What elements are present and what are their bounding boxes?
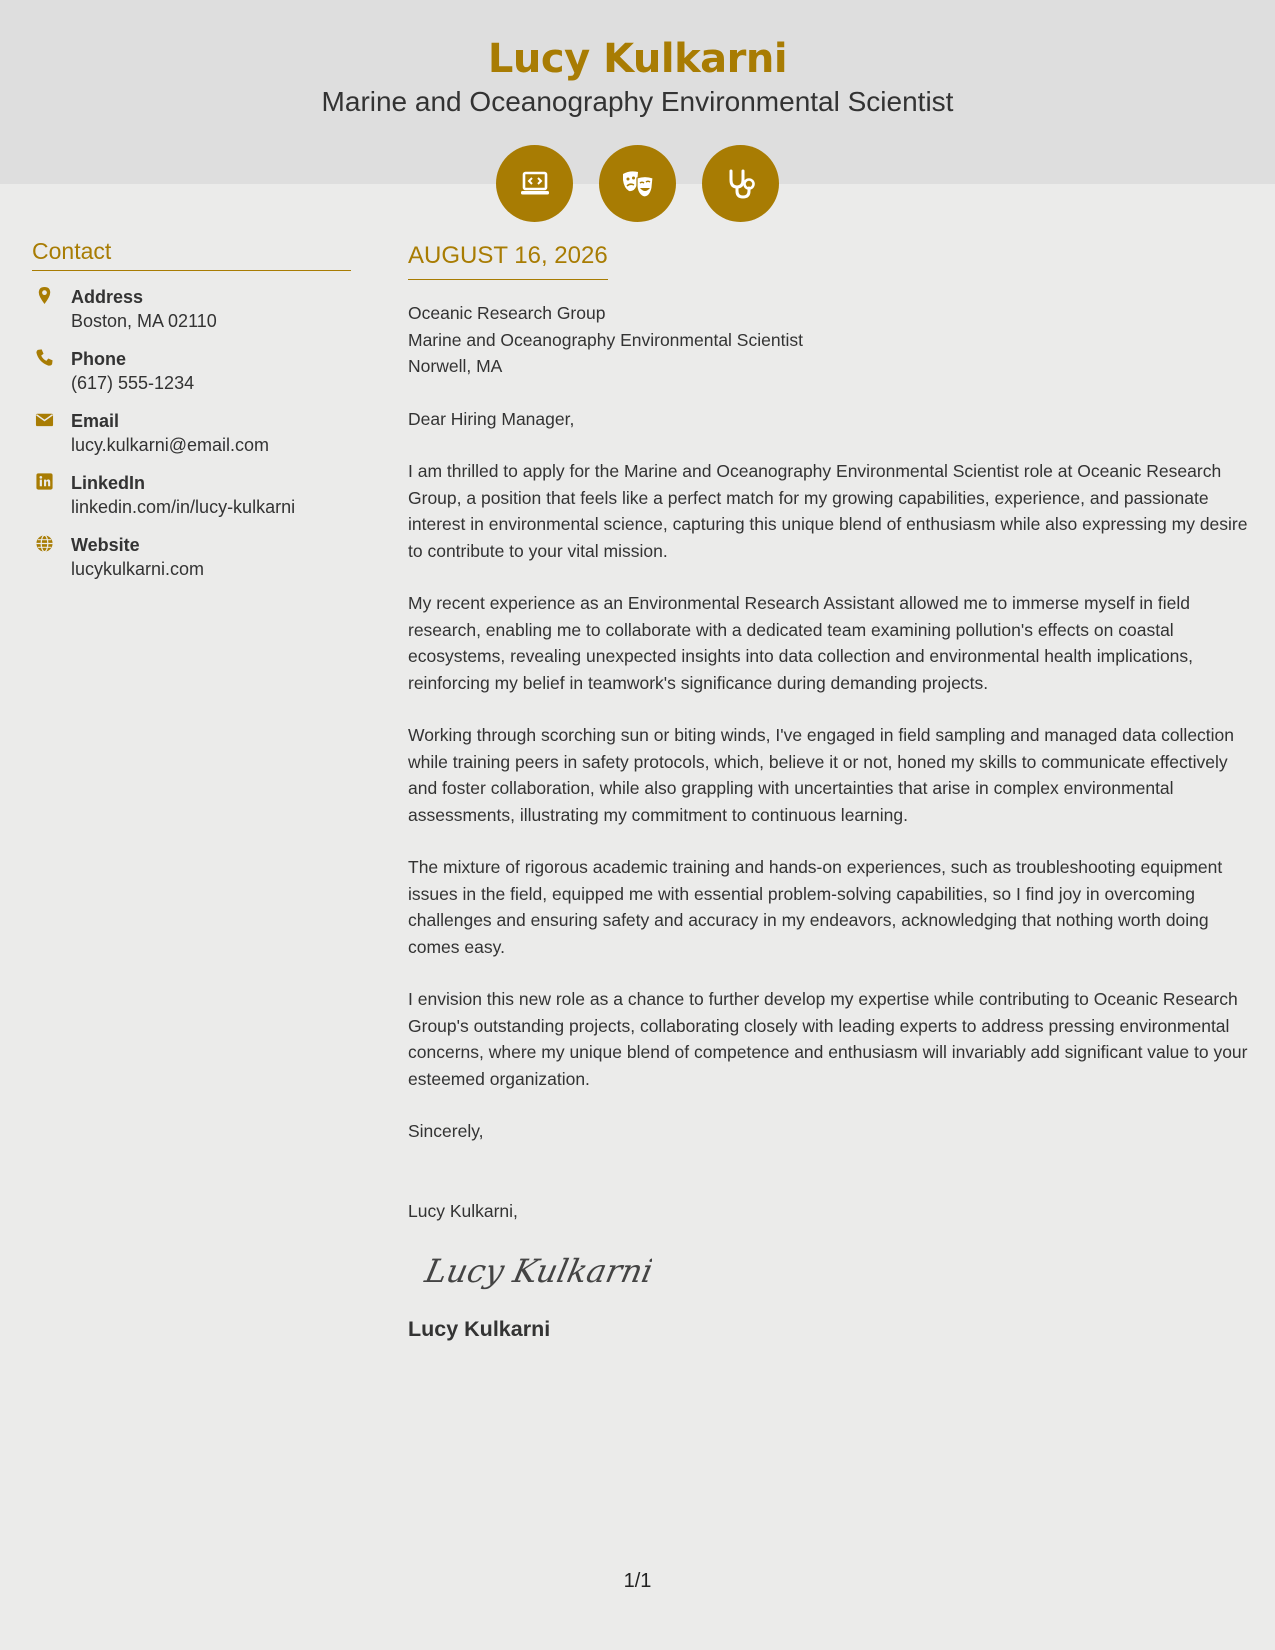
- contact-label: Website: [71, 535, 140, 555]
- contact-heading: Contact: [32, 238, 351, 271]
- phone-icon: [35, 348, 54, 367]
- contact-website: [32, 533, 351, 581]
- contact-phone: [32, 347, 351, 395]
- contact-linkedin: [32, 471, 351, 519]
- theater-masks-icon: [599, 145, 676, 222]
- page-number: 1/1: [623, 1570, 652, 1592]
- contact-label: Address: [71, 287, 144, 307]
- applicant-name: Lucy Kulkarni: [487, 36, 788, 82]
- letter-date: AUGUST 16, 2026: [408, 240, 608, 280]
- letter-body: [408, 240, 1250, 1342]
- letter-paragraph: I envision this new role as a chance to further develop my expertise while contributing to Oceanic Research Group's outstanding projects, collaborating closely with leading experts to address pressing environmental concerns, where my unique blend of competence and enthusiasm will invariably add significant value to your esteemed organization.: [408, 989, 1248, 1089]
- letter-paragraph: Working through scorching sun or biting winds, I've engaged in field sampling and managed data collection while training peers in safety protocols, which, believe it or not, honed my skills to communicate effectively and foster collaboration, while also grappling with uncertainties that arise in complex environmental assessments, illustrating my commitment to continuous learning.: [408, 725, 1235, 825]
- stethoscope-icon: [702, 145, 779, 222]
- contact-address: [32, 285, 351, 333]
- contact-value: Boston, MA 02110: [71, 311, 217, 331]
- contact-value: lucykulkarni.com: [71, 559, 205, 579]
- applicant-role: Marine and Oceanography Environmental Scientist: [321, 86, 954, 117]
- contact-sidebar: [32, 238, 351, 581]
- signed-name: Lucy Kulkarni: [408, 1317, 551, 1341]
- contact-label: Phone: [71, 349, 127, 369]
- signoff-name: Lucy Kulkarni,: [408, 1200, 518, 1221]
- recipient-block: [408, 300, 1250, 380]
- letter-paragraph: The mixture of rigorous academic training and hands-on experiences, such as troubleshooting equipment issues in the field, equipped me with essential problem-solving capabilities, so I find joy in overcoming challenges and ensuring safety and accuracy in my endeavors, acknowledging that nothing worth doing comes easy.: [408, 857, 1223, 957]
- linkedin-icon: [35, 472, 54, 491]
- greeting: Dear Hiring Manager,: [408, 408, 575, 429]
- letter-paragraph: I am thrilled to apply for the Marine and Oceanography Environmental Scientist role at Oceanic Research Group, a position that feels like a perfect match for my growing capabilities, experience, and passionate interest in environmental science, capturing this unique blend of enthusiasm while also expressing my desire to contribute to your vital mission.: [408, 461, 1248, 561]
- contact-label: Email: [71, 411, 120, 431]
- interest-icons: [0, 145, 1275, 222]
- contact-value: (617) 555-1234: [71, 373, 195, 393]
- signature-text: Lucy Kulkarni: [422, 1252, 652, 1290]
- recipient-position: Marine and Oceanography Environmental Scientist: [408, 329, 803, 350]
- closing: Sincerely,: [408, 1121, 484, 1141]
- contact-label: LinkedIn: [71, 473, 146, 493]
- globe-icon: [35, 534, 54, 553]
- envelope-icon: [35, 410, 54, 429]
- letter-paragraph: My recent experience as an Environmental Research Assistant allowed me to immerse myself in field research, enabling me to collaborate with a dedicated team examining pollution's effects on coastal ecosystems, revealing unexpected insights into data collection and environmental health implications, reinforcing my belief in teamwork's significance during demanding projects.: [408, 593, 1194, 693]
- recipient-location: Norwell, MA: [408, 356, 503, 376]
- contact-email: [32, 409, 351, 457]
- map-marker-icon: [35, 286, 54, 305]
- contact-value: lucy.kulkarni@email.com: [71, 435, 269, 455]
- laptop-code-icon: [496, 145, 573, 222]
- recipient-company: Oceanic Research Group: [408, 303, 606, 323]
- signature-image: [422, 1242, 652, 1298]
- contact-value: linkedin.com/in/lucy-kulkarni: [71, 497, 296, 517]
